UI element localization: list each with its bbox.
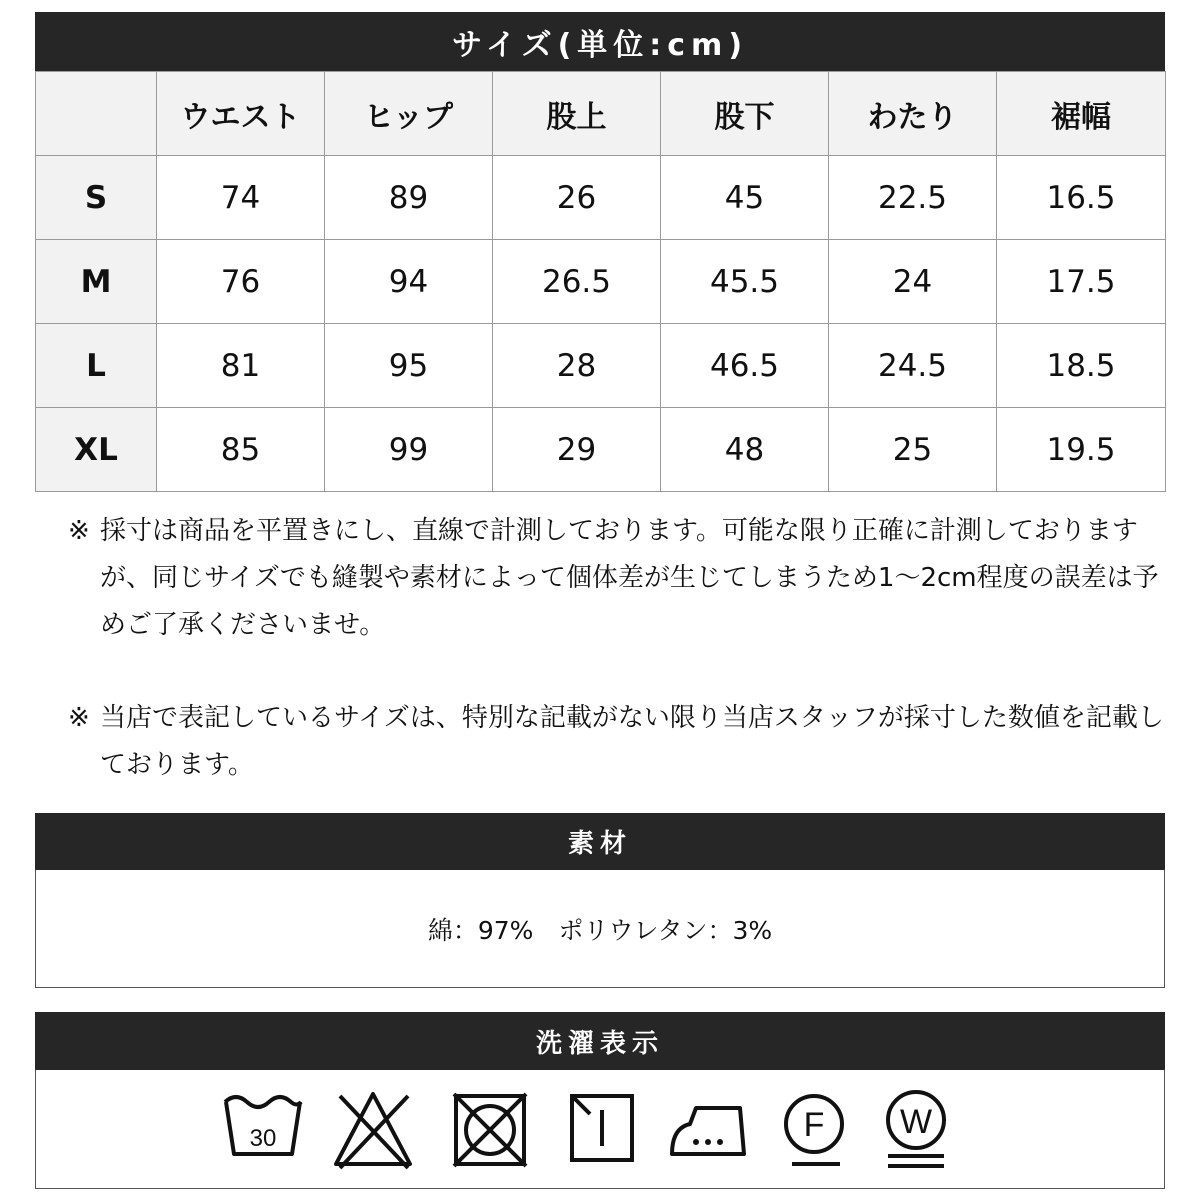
dry-clean-f-icon: [778, 1088, 860, 1170]
dry-clean-letter: F: [803, 1106, 825, 1144]
column-header-hem: 裾幅: [997, 72, 1166, 156]
table-cell: 26.5: [493, 240, 661, 324]
table-cell: 28: [493, 324, 661, 408]
column-header-hip: ヒップ: [325, 72, 493, 156]
table-cell: 89: [325, 156, 493, 240]
table-cell: 48: [661, 408, 829, 492]
table-cell: 94: [325, 240, 493, 324]
corner-cell: [36, 72, 157, 156]
table-cell: 95: [325, 324, 493, 408]
wash-30-icon: [222, 1088, 304, 1170]
line-dry-shade-icon: [566, 1088, 648, 1170]
table-row: [36, 324, 1166, 408]
column-header-waist: ウエスト: [157, 72, 325, 156]
table-row: [36, 240, 1166, 324]
table-cell: 18.5: [997, 324, 1166, 408]
column-header-rise: 股上: [493, 72, 661, 156]
table-cell: 46.5: [661, 324, 829, 408]
size-label: M: [36, 240, 157, 324]
table-cell: 45.5: [661, 240, 829, 324]
table-cell: 81: [157, 324, 325, 408]
wet-clean-w-icon: [880, 1088, 962, 1170]
size-label: L: [36, 324, 157, 408]
table-cell: 29: [493, 408, 661, 492]
material-composition: 綿：97% ポリウレタン：3%: [427, 915, 773, 945]
table-cell: 25: [829, 408, 997, 492]
table-cell: 24.5: [829, 324, 997, 408]
column-header-inseam: 股下: [661, 72, 829, 156]
size-label: XL: [36, 408, 157, 492]
no-bleach-icon: [332, 1088, 414, 1170]
size-label: S: [36, 156, 157, 240]
note-mark: ※: [68, 516, 90, 546]
note-text: 採寸は商品を平置きにし、直線で計測しております。可能な限り正確に計測しておりますが、同じサイズでも縫製や素材によって個体差が生じてしまうため1〜2cm程度の誤差は予めご了承くださいませ。: [100, 516, 1159, 640]
size-table-header-row: [36, 72, 1166, 156]
size-chart-title: サイズ(単位:cm): [35, 12, 1165, 71]
measurement-note: [68, 508, 1168, 649]
size-table: [35, 71, 1166, 492]
material-title: 素材: [35, 813, 1165, 870]
table-cell: 17.5: [997, 240, 1166, 324]
table-cell: 85: [157, 408, 325, 492]
table-cell: 22.5: [829, 156, 997, 240]
table-cell: 24: [829, 240, 997, 324]
no-tumble-dry-icon: [450, 1088, 532, 1170]
column-header-thigh: わたり: [829, 72, 997, 156]
table-cell: 16.5: [997, 156, 1166, 240]
wash-temperature: 30: [249, 1125, 277, 1152]
material-box: [35, 870, 1165, 988]
table-row: [36, 408, 1166, 492]
table-cell: 26: [493, 156, 661, 240]
note-text: 当店で表記しているサイズは、特別な記載がない限り当店スタッフが採寸した数値を記載しております。: [100, 703, 1164, 780]
table-row: [36, 156, 1166, 240]
note-mark: ※: [68, 703, 90, 733]
table-cell: 19.5: [997, 408, 1166, 492]
table-cell: 74: [157, 156, 325, 240]
size-source-note: [68, 695, 1168, 789]
washing-title: 洗濯表示: [35, 1012, 1165, 1070]
table-cell: 76: [157, 240, 325, 324]
washing-icons-box: [35, 1070, 1165, 1189]
table-cell: 45: [661, 156, 829, 240]
table-cell: 99: [325, 408, 493, 492]
iron-low-icon: [668, 1088, 750, 1170]
wet-clean-letter: W: [899, 1103, 933, 1141]
